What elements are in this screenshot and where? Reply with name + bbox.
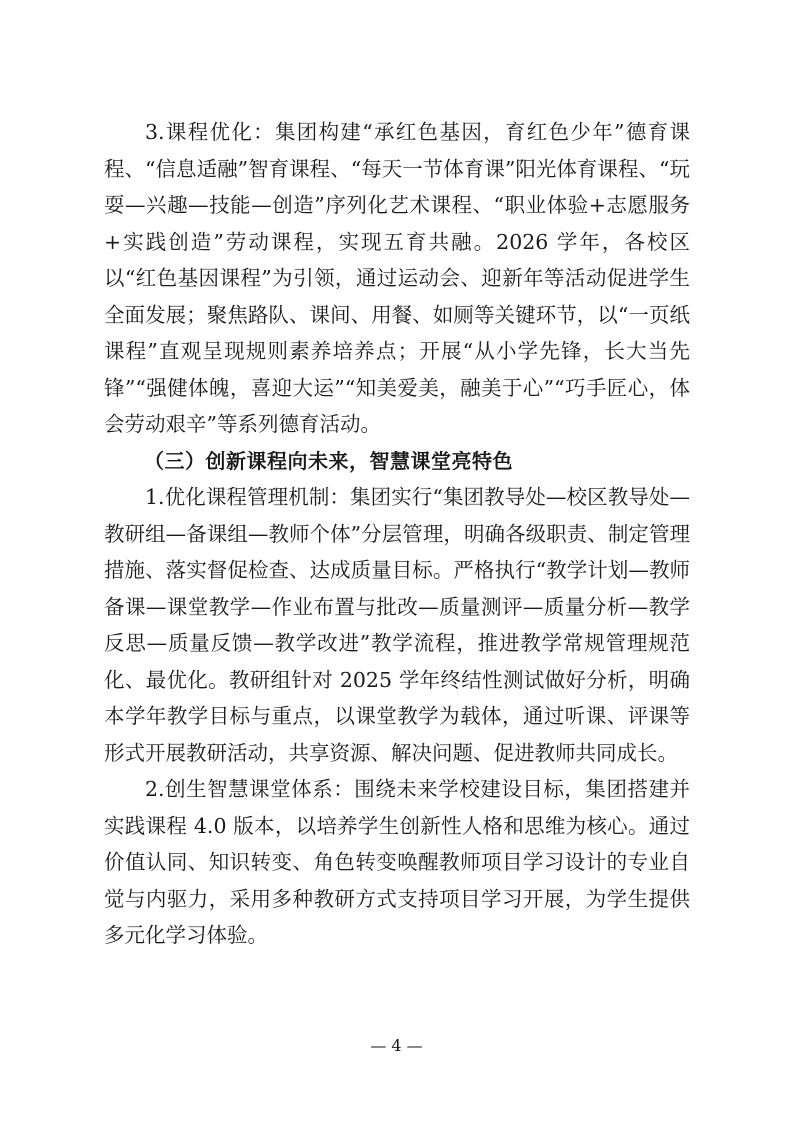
page-number: — 4 — bbox=[370, 1036, 423, 1055]
paragraph-curriculum-optimization: 3.课程优化：集团构建“承红色基因，育红色少年”德育课程、“信息适融”智育课程、“每天一节体育课”阳光体育课程、“玩耍—兴趣—技能—创造”序列化艺术课程、“职业体验+志愿服务+实践创造”劳动课程，实现五育共融。2026 学年，各校区以“红色基因课程”为引领，通过运动会、迎新年等活动促进学生全面发展；聚焦路队、课间、用餐、如厕等关键环节，以“一页纸课程”直观呈现规则素养培养点；开展“从小学先锋，长大当先锋”“强健体魄，喜迎大运”“知美爱美，融美于心”“巧手匠心，体会劳动艰辛”等系列德育活动。 bbox=[104, 120, 690, 436]
paragraph-smart-classroom: 2.创生智慧课堂体系：围绕未来学校建设目标，集团搭建并实践课程 4.0 版本，以培养学生创新性人格和思维为核心。通过价值认同、知识转变、角色转变唤醒教师项目学习设计的专业自觉与内驱力，采用多种教研方式支持项目学习开展，为学生提供多元化学习体验。 bbox=[104, 777, 690, 947]
paragraph-course-management: 1.优化课程管理机制：集团实行“集团教导处—校区教导处—教研组—备课组—教师个体”分层管理，明确各级职责、制定管理措施、落实督促检查、达成质量目标。严格执行“教学计划—教师备课—课堂教学—作业布置与批改—质量测评—质量分析—教学反思—质量反馈—教学改进”教学流程，推进教学常规管理规范化、最优化。教研组针对 2025 学年终结性测试做好分析，明确本学年教学目标与重点，以课堂教学为载体，通过听课、评课等形式开展教研活动，共享资源、解决问题、促进教师共同成长。 bbox=[104, 485, 690, 765]
document-body bbox=[104, 114, 690, 954]
section-heading: （三）创新课程向未来，智慧课堂亮特色 bbox=[144, 448, 513, 473]
